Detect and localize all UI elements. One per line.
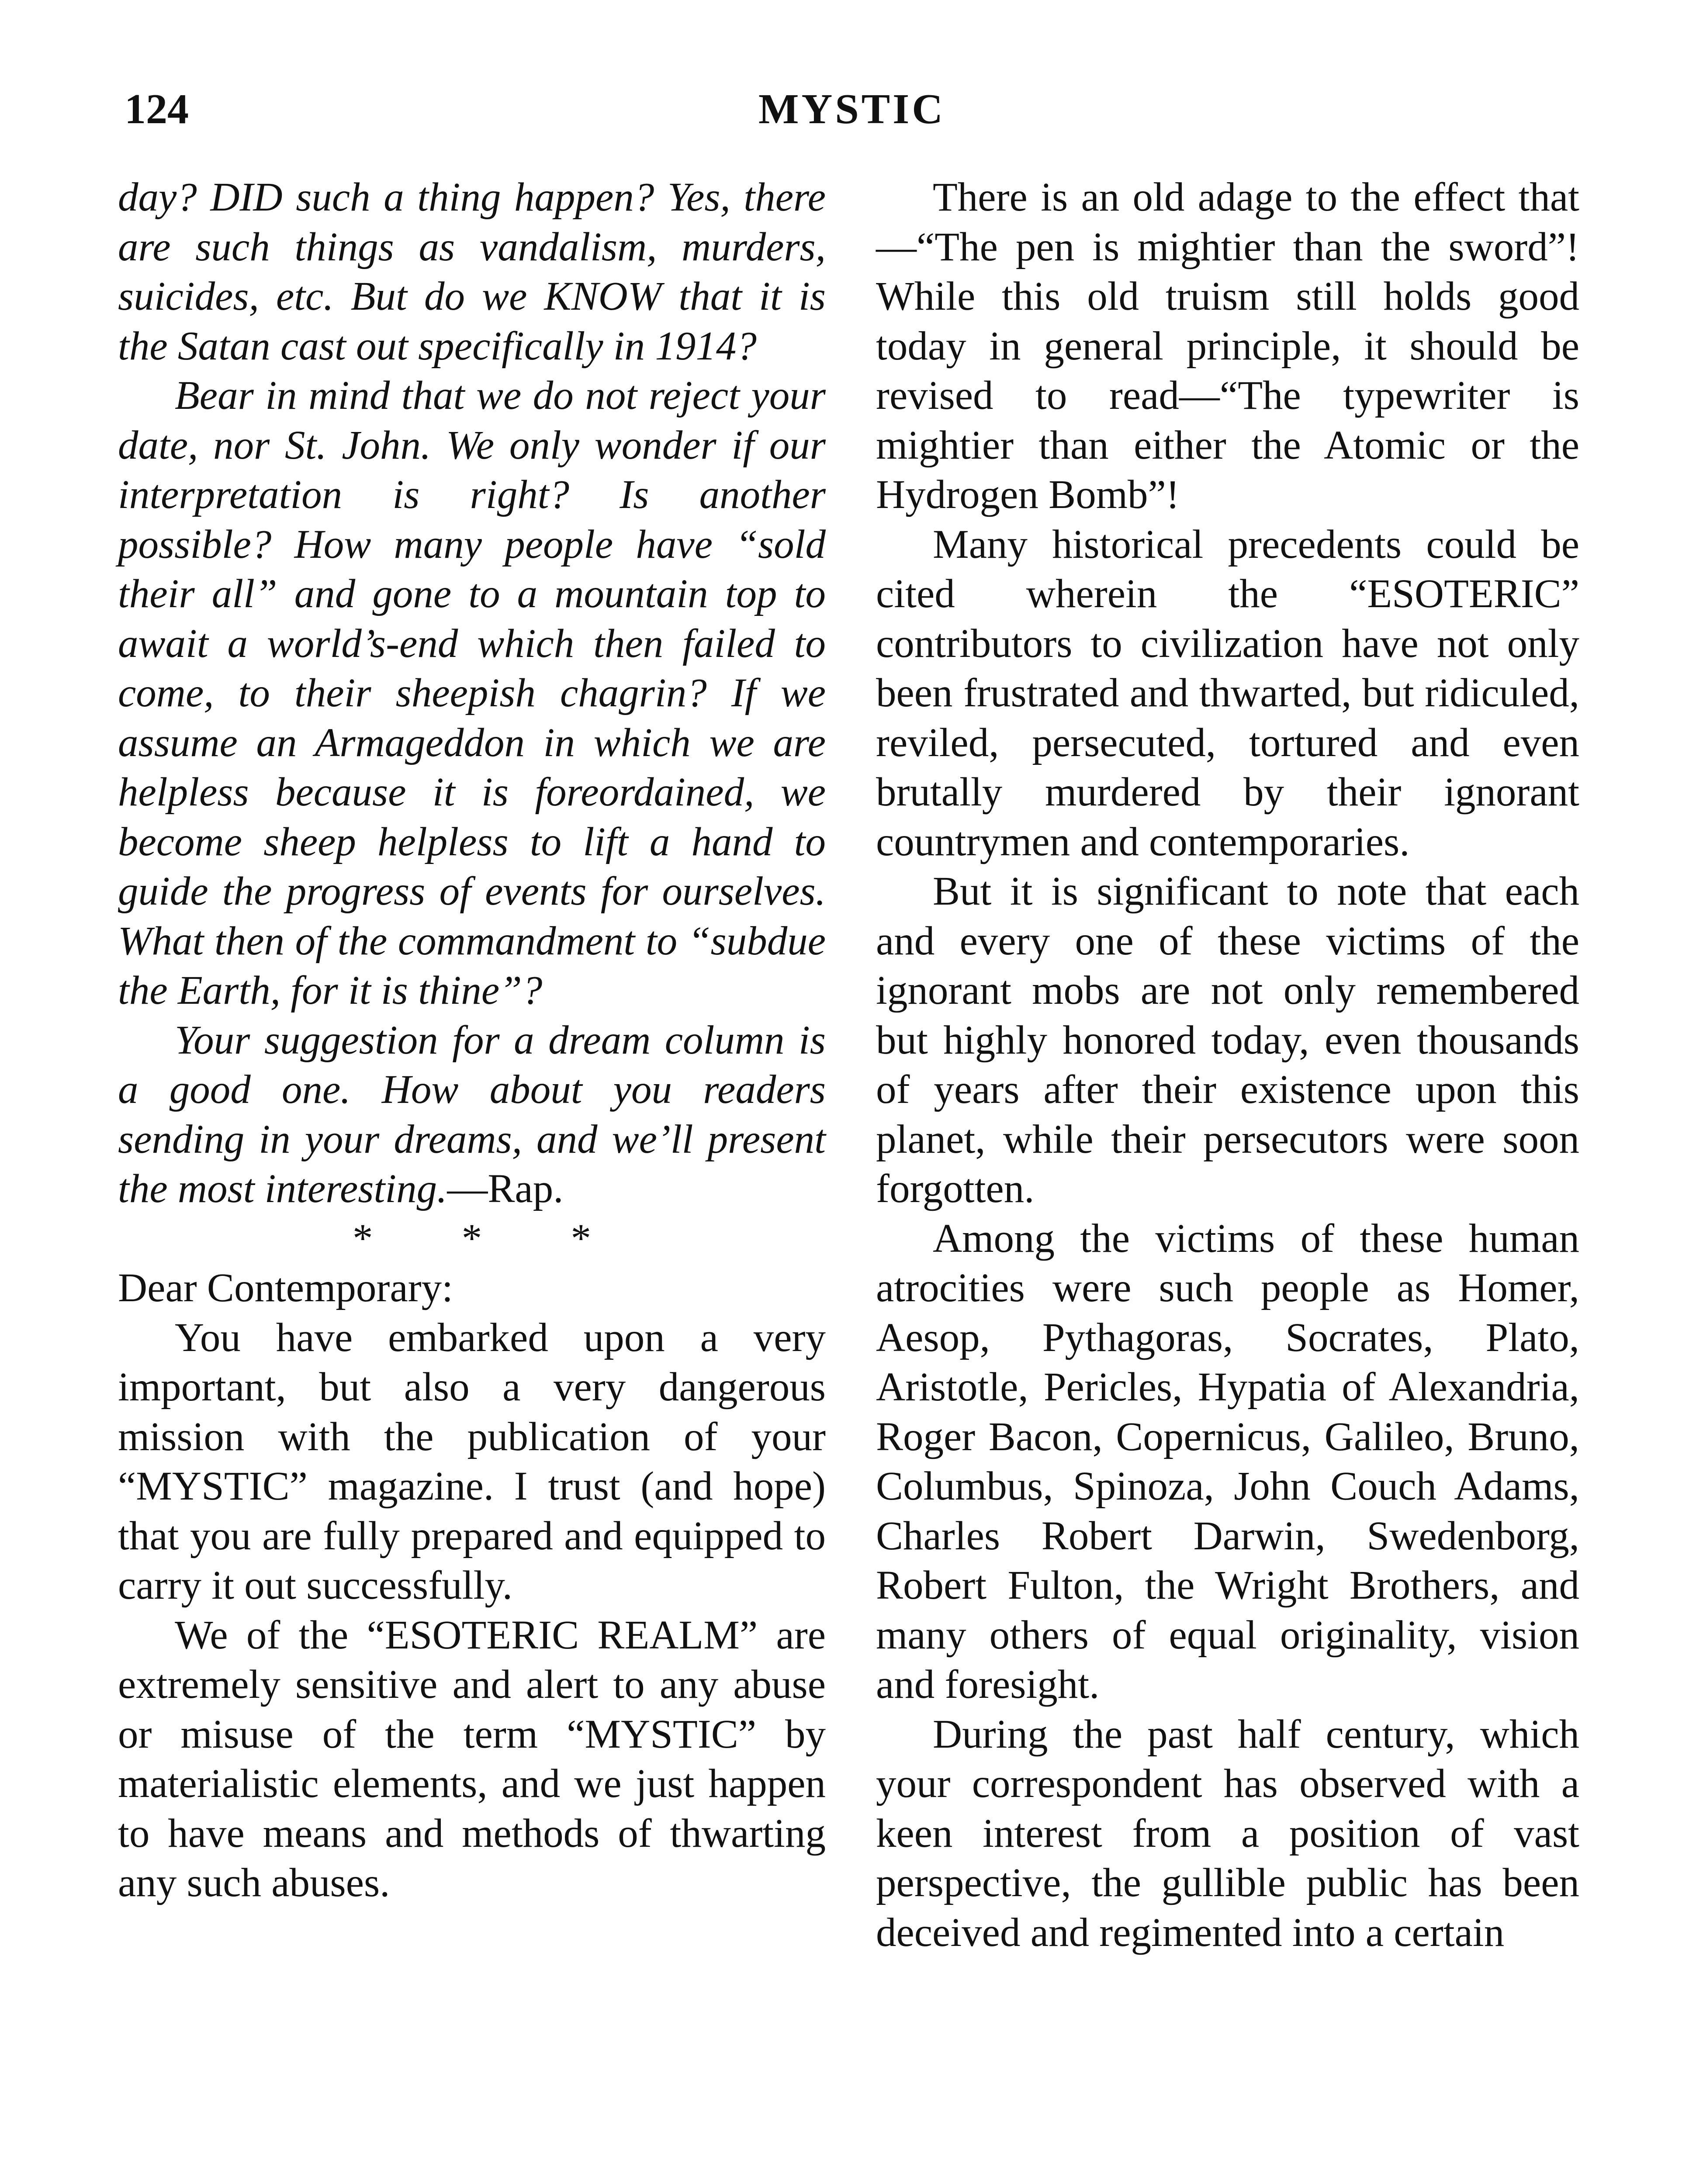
letter-paragraph: Among the victims of these human atrocities were such people as Homer, Aesop, Pythagoras, Socrates, Plato, Aristotle, Pericles, Hypatia of Alexandria, Roger Bacon, Copernicus, Galileo, Bruno, Columbus, Spinoza, John Couch Adams, Charles Robert Darwin, Swedenborg, Robert Fulton, the Wright Brothers, and many others of equal originality, vision and foresight. <box>876 1216 1579 1707</box>
running-title: MYSTIC <box>758 86 946 133</box>
letter-paragraph: But it is significant to note that each and every one of these victims of the ignorant mobs are not only remembered but highly honored today, even thousands of years after their existence upon this planet, while their persecutors were soon forgotten. <box>876 869 1579 1211</box>
section-separator: * * * <box>353 1216 630 1261</box>
letter-paragraph: There is an old adage to the effect that—“The pen is mightier than the sword”! While this old truism still holds good today in general principle, it should be revised to read—“The typewriter is mightier than either the Atomic or the Hydrogen Bomb”! <box>876 175 1579 517</box>
letter-paragraph: We of the “ESOTERIC REALM” are extremely sensitive and alert to any abuse or misuse of the term “MYSTIC” by materialistic elements, and we just happen to have means and methods of thwarting any such abuses. <box>118 1612 826 1905</box>
signoff: —Rap. <box>447 1166 564 1211</box>
closing-text: Your suggestion for a dream column is a good one. How about you readers sending in your dreams, and we’ll present the most interesting. <box>118 1017 826 1211</box>
paragraph-reply: Bear in mind that we do not reject your date, nor St. John. We only wonder if our interpretation is right? Is another possible? How many people have “sold their all” and gone to a mountain top to await a world’s-end which then failed to come, to their sheepish chagrin? If we assume an Armageddon in which we are helpless because it is foreordained, we become sheep helpless to lift a hand to guide the progress of events for ourselves. What then of the commandment to “subdue the Earth, for it is thine”? <box>118 373 826 1013</box>
left-column <box>118 173 826 1908</box>
letter-paragraph: Many historical precedents could be cited wherein the “ESOTERIC” contributors to civilization have not only been frustrated and thwarted, but ridiculed, reviled, persecuted, tortured and even brutally murdered by their ignorant countrymen and contemporaries. <box>876 522 1579 864</box>
right-column <box>876 173 1579 1957</box>
paragraph-reply-closing <box>118 1016 826 1214</box>
letter-salutation: Dear Contemporary: <box>118 1265 453 1310</box>
page-header <box>125 81 1579 142</box>
letter-paragraph: You have embarked upon a very important, but also a very dangerous mission with the publication of your “MYSTIC” magazine. I trust (and hope) that you are fully prepared and equipped to carry it out successfully. <box>118 1315 826 1608</box>
letter-paragraph: During the past half century, which your correspondent has observed with a keen interest from a position of vast perspective, the gullible public has been deceived and regimented into a certain <box>876 1711 1579 1955</box>
page-number: 124 <box>125 86 189 133</box>
paragraph-continued: day? DID such a thing happen? Yes, there are such things as vandalism, murders, suicides, etc. But do we KNOW that it is the Satan cast out specifically in 1914? <box>118 175 826 369</box>
